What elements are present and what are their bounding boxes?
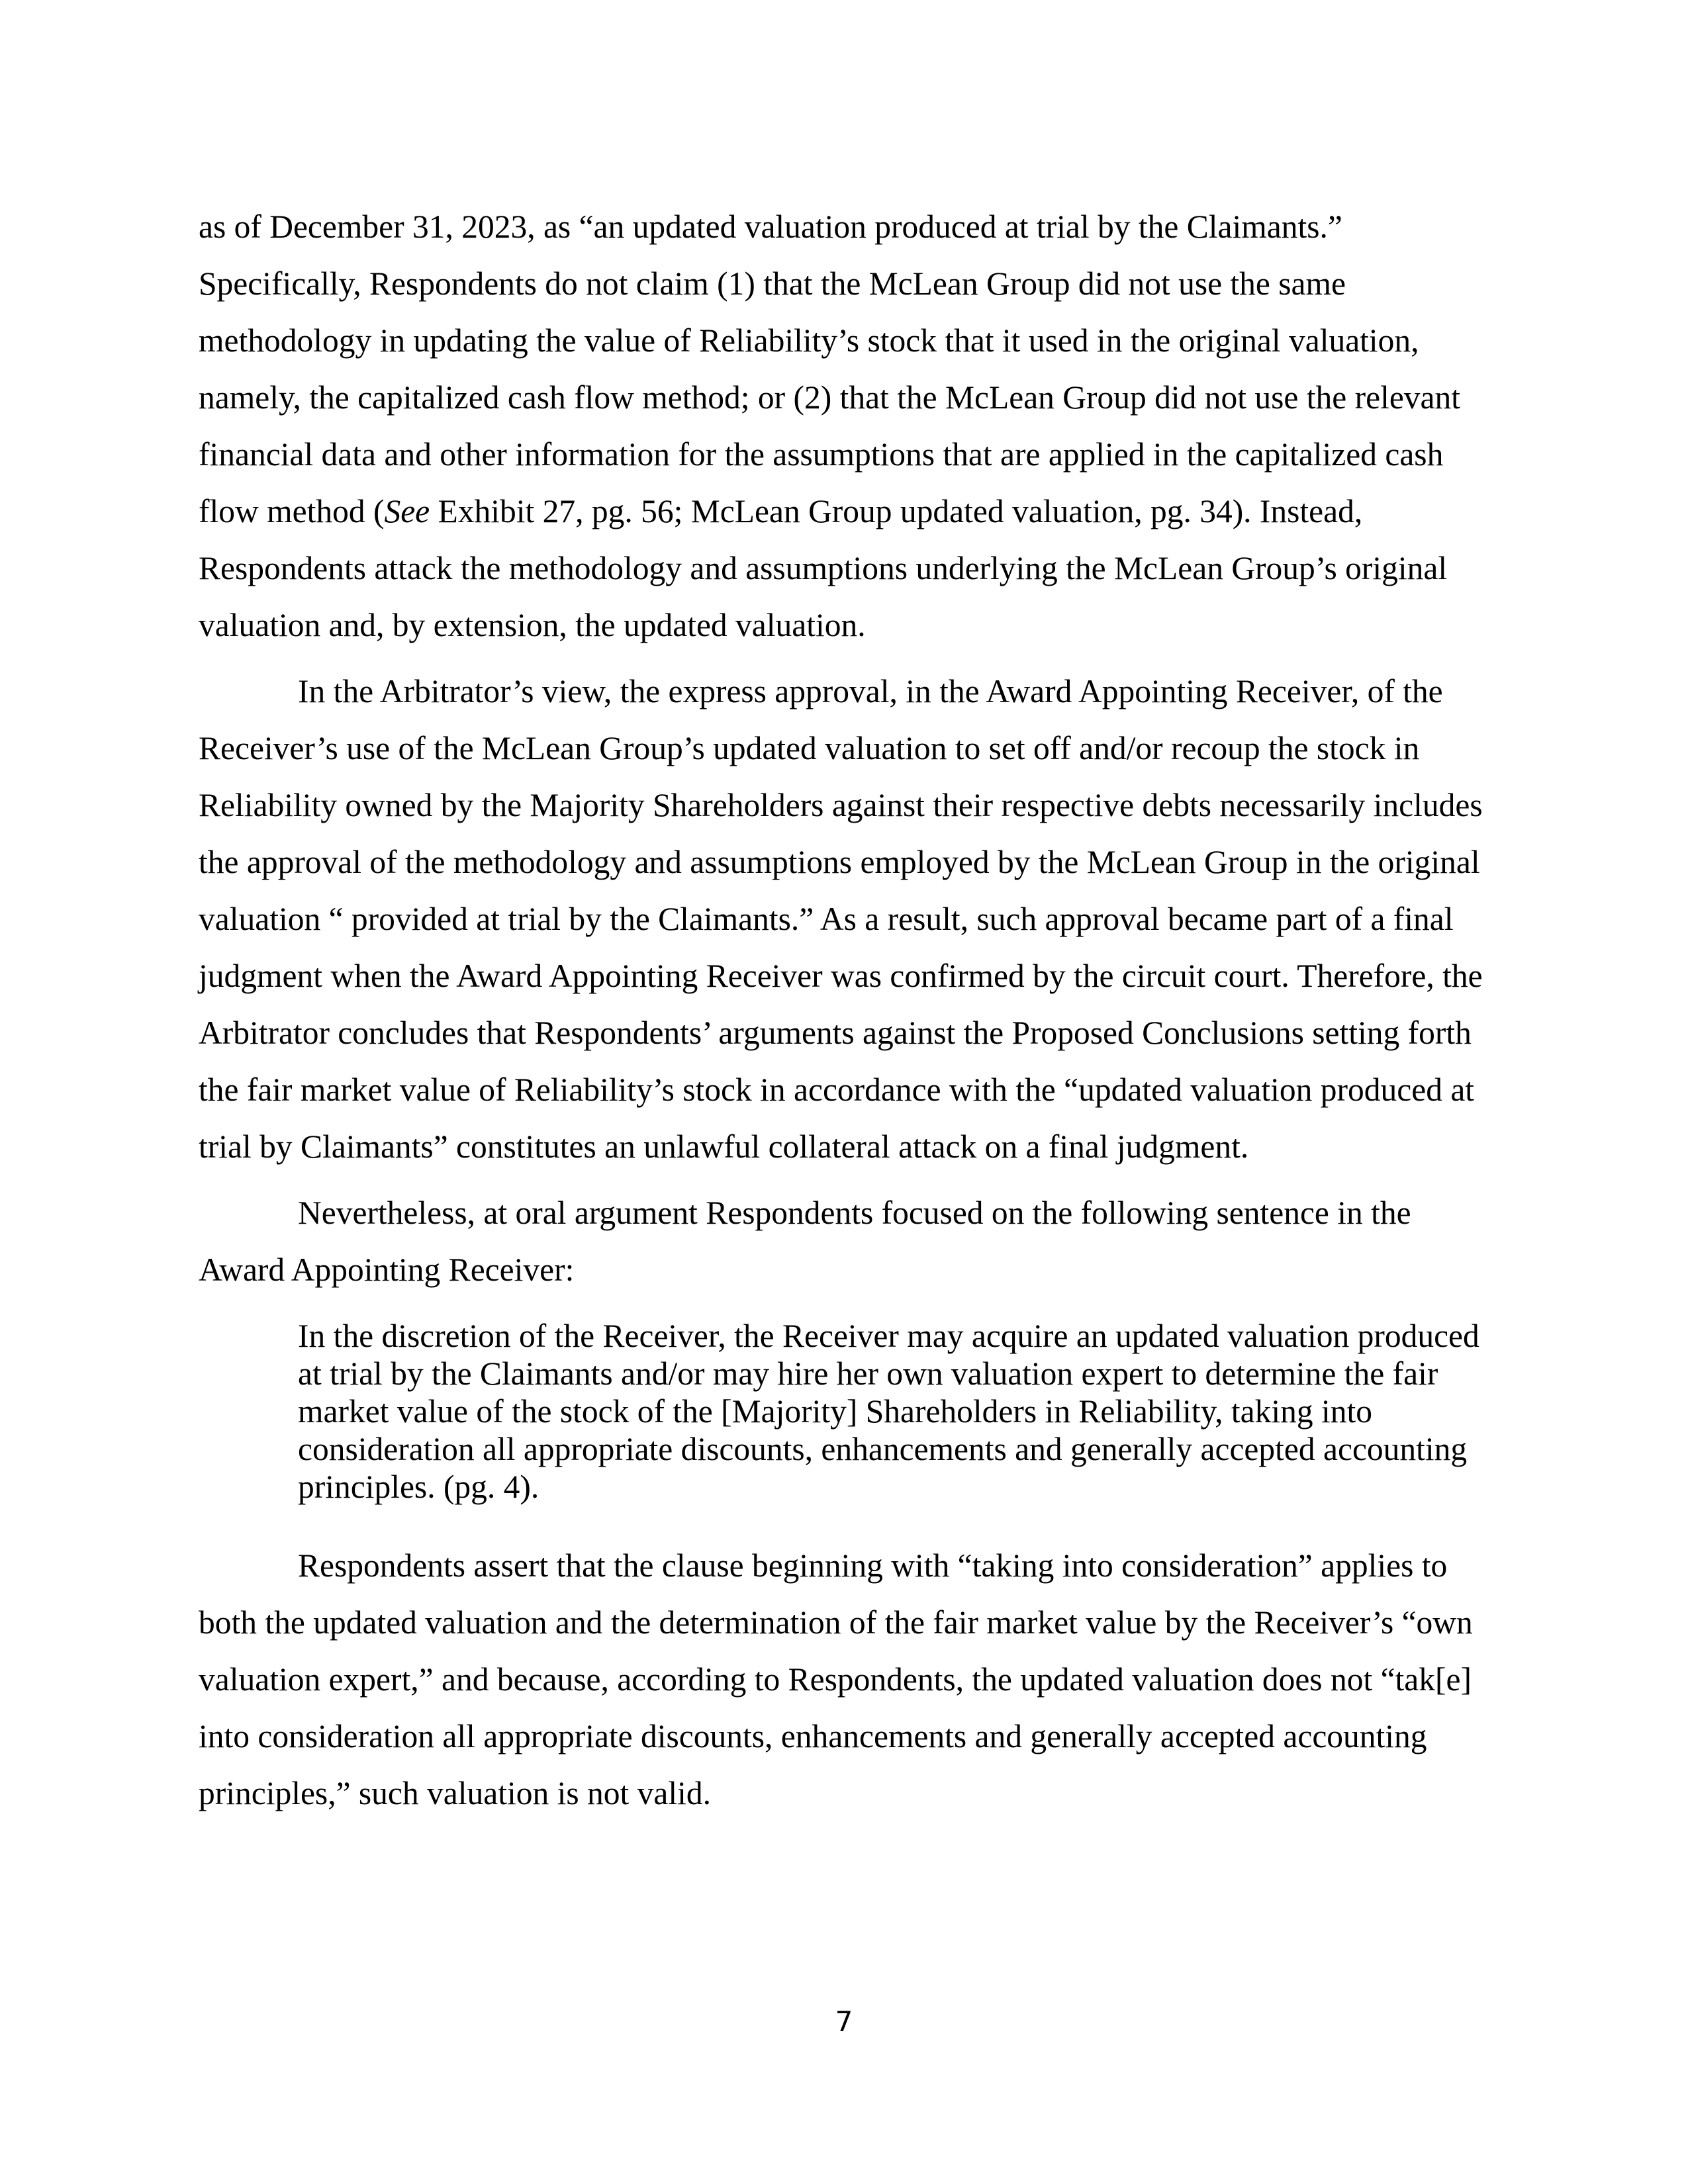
paragraph-valuation-methodology [199, 199, 1489, 654]
paragraph-text-part-1: as of December 31, 2023, as “an updated valuation produced at trial by the Claimants.” Specifically, Respondents do not claim (1) that the McLean Group did not use the same methodology in updating the value of Reliability’s stock that it used in the original valuation, namely, the capitalized cash flow method; or (2) that the McLean Group did not use the relevant financial data and other information for the assumptions that are applied in the capitalized cash flow method ( [199, 208, 1461, 529]
see-citation-signal: See [384, 493, 430, 529]
document-page [199, 199, 1489, 1822]
paragraph-arbitrator-view: In the Arbitrator’s view, the express approval, in the Award Appointing Receiver, of the Receiver’s use of the McLean Group’s updated valuation to set off and/or recoup the stock in Reliability owned by the Majority Shareholders against their respective debts necessarily includes the approval of the methodology and assumptions employed by the McLean Group in the original valuation “ provided at trial by the Claimants.” As a result, such approval became part of a final judgment when the Award Appointing Receiver was confirmed by the circuit court. Therefore, the Arbitrator concludes that Respondents’ arguments against the Proposed Conclusions setting forth the fair market value of Reliability’s stock in accordance with the “updated valuation produced at trial by Claimants” constitutes an unlawful collateral attack on a final judgment. [199, 673, 1483, 1165]
paragraph-text-part-2: Exhibit 27, pg. 56; McLean Group updated valuation, pg. 34). Instead, Respondents attack the methodology and assumptions underlying the McLean Group’s original valuation and, by extension, the updated valuation. [199, 493, 1448, 643]
page-number: 7 [835, 2005, 853, 2038]
block-quote-award-excerpt: In the discretion of the Receiver, the Receiver may acquire an updated valuation produced at trial by the Claimants and/or may hire her own valuation expert to determine the fair market value of the stock of the [Majority] Shareholders in Reliability, taking into consideration all appropriate discounts, enhancements and generally accepted accounting principles. (pg. 4). [298, 1318, 1479, 1505]
paragraph-respondents-assertion: Respondents assert that the clause beginning with “taking into consideration” applies to both the updated valuation and the determination of the fair market value by the Receiver’s “own valuation expert,” and because, according to Respondents, the updated valuation does not “tak[e] into consideration all appropriate discounts, enhancements and generally accepted accounting principles,” such valuation is not valid. [199, 1547, 1473, 1811]
paragraph-oral-argument: Nevertheless, at oral argument Respondents focused on the following sentence in the Award Appointing Receiver: [199, 1195, 1411, 1288]
